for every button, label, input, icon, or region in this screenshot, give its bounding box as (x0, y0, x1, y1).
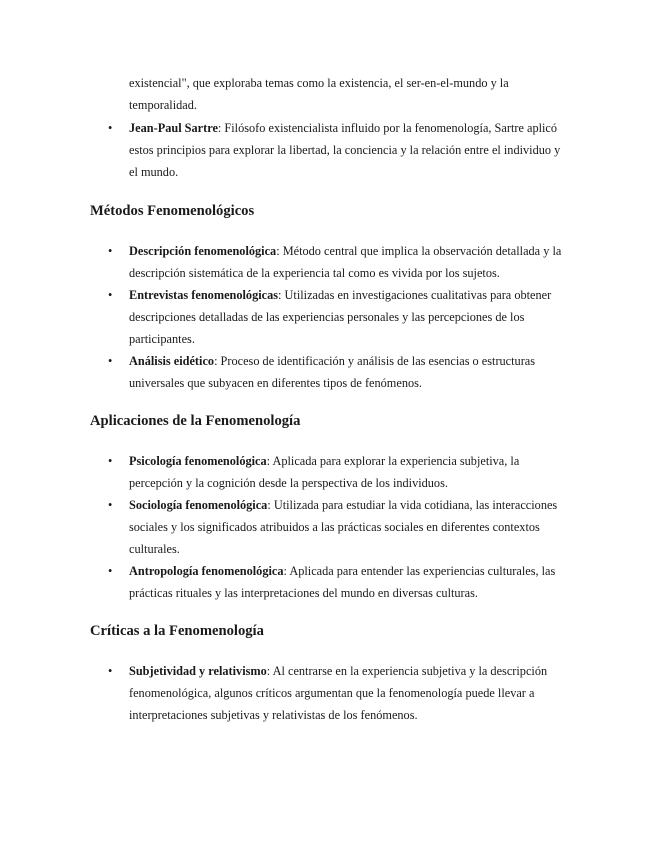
continuation-paragraph: existencial", que exploraba temas como la existencia, el ser-en-el-mundo y la temporalidad. (129, 76, 509, 112)
list-item (108, 494, 568, 560)
list-item (108, 560, 568, 604)
section-list-aplicaciones (108, 450, 568, 604)
bullet-icon: • (108, 564, 113, 578)
item-description: : Al centrarse en la experiencia subjetiva y la descripción fenomenológica, algunos críticos argumentan que la fenomenología puede llevar a interpretaciones subjetivas y relativistas de los fenómenos. (129, 664, 548, 722)
item-term: Subjetividad y relativismo (129, 664, 267, 678)
bullet-icon: • (108, 664, 113, 678)
section-list-metodos (108, 240, 568, 394)
item-description: : Método central que implica la observación detallada y la descripción sistemática de la experiencia tal como es vivida por los sujetos. (129, 244, 562, 280)
item-term: Jean-Paul Sartre (129, 121, 218, 135)
item-description: : Proceso de identificación y análisis de las esencias o estructuras universales que subyacen en diferentes tipos de fenómenos. (129, 354, 536, 390)
item-term: Descripción fenomenológica (129, 244, 277, 258)
item-term: Entrevistas fenomenológicas (129, 288, 279, 302)
section-heading-criticas: Críticas a la Fenomenología (90, 623, 264, 639)
item-description: : Aplicada para explorar la experiencia subjetiva, la percepción y la cognición desde la perspectiva de los individuos. (129, 454, 520, 490)
item-term: Psicología fenomenológica (129, 454, 267, 468)
list-item (108, 660, 568, 726)
list-item (108, 450, 568, 494)
section-list-criticas (108, 660, 568, 726)
intro-list (108, 117, 568, 183)
bullet-icon: • (108, 121, 113, 135)
bullet-icon: • (108, 354, 113, 368)
bullet-icon: • (108, 454, 113, 468)
item-term: Sociología fenomenológica (129, 498, 268, 512)
item-term: Análisis eidético (129, 354, 215, 368)
bullet-icon: • (108, 288, 113, 302)
item-description: : Utilizadas en investigaciones cualitativas para obtener descripciones detalladas de las experiencias personales y las percepciones de los participantes. (129, 288, 552, 346)
item-description: : Aplicada para entender las experiencias culturales, las prácticas rituales y las interpretaciones del mundo en diversas culturas. (129, 564, 556, 600)
bullet-icon: • (108, 244, 113, 258)
section-heading-aplicaciones: Aplicaciones de la Fenomenología (90, 413, 301, 429)
list-item (108, 240, 568, 284)
list-item (108, 117, 568, 183)
list-item (108, 350, 568, 394)
list-item (108, 284, 568, 350)
bullet-icon: • (108, 498, 113, 512)
section-heading-metodos: Métodos Fenomenológicos (90, 203, 255, 219)
item-description: : Filósofo existencialista influido por la fenomenología, Sartre aplicó estos principios para explorar la libertad, la conciencia y la relación entre el individuo y el mundo. (129, 121, 561, 179)
item-description: : Utilizada para estudiar la vida cotidiana, las interacciones sociales y los significados atribuidos a las prácticas sociales en diferentes contextos culturales. (129, 498, 558, 556)
item-term: Antropología fenomenológica (129, 564, 284, 578)
